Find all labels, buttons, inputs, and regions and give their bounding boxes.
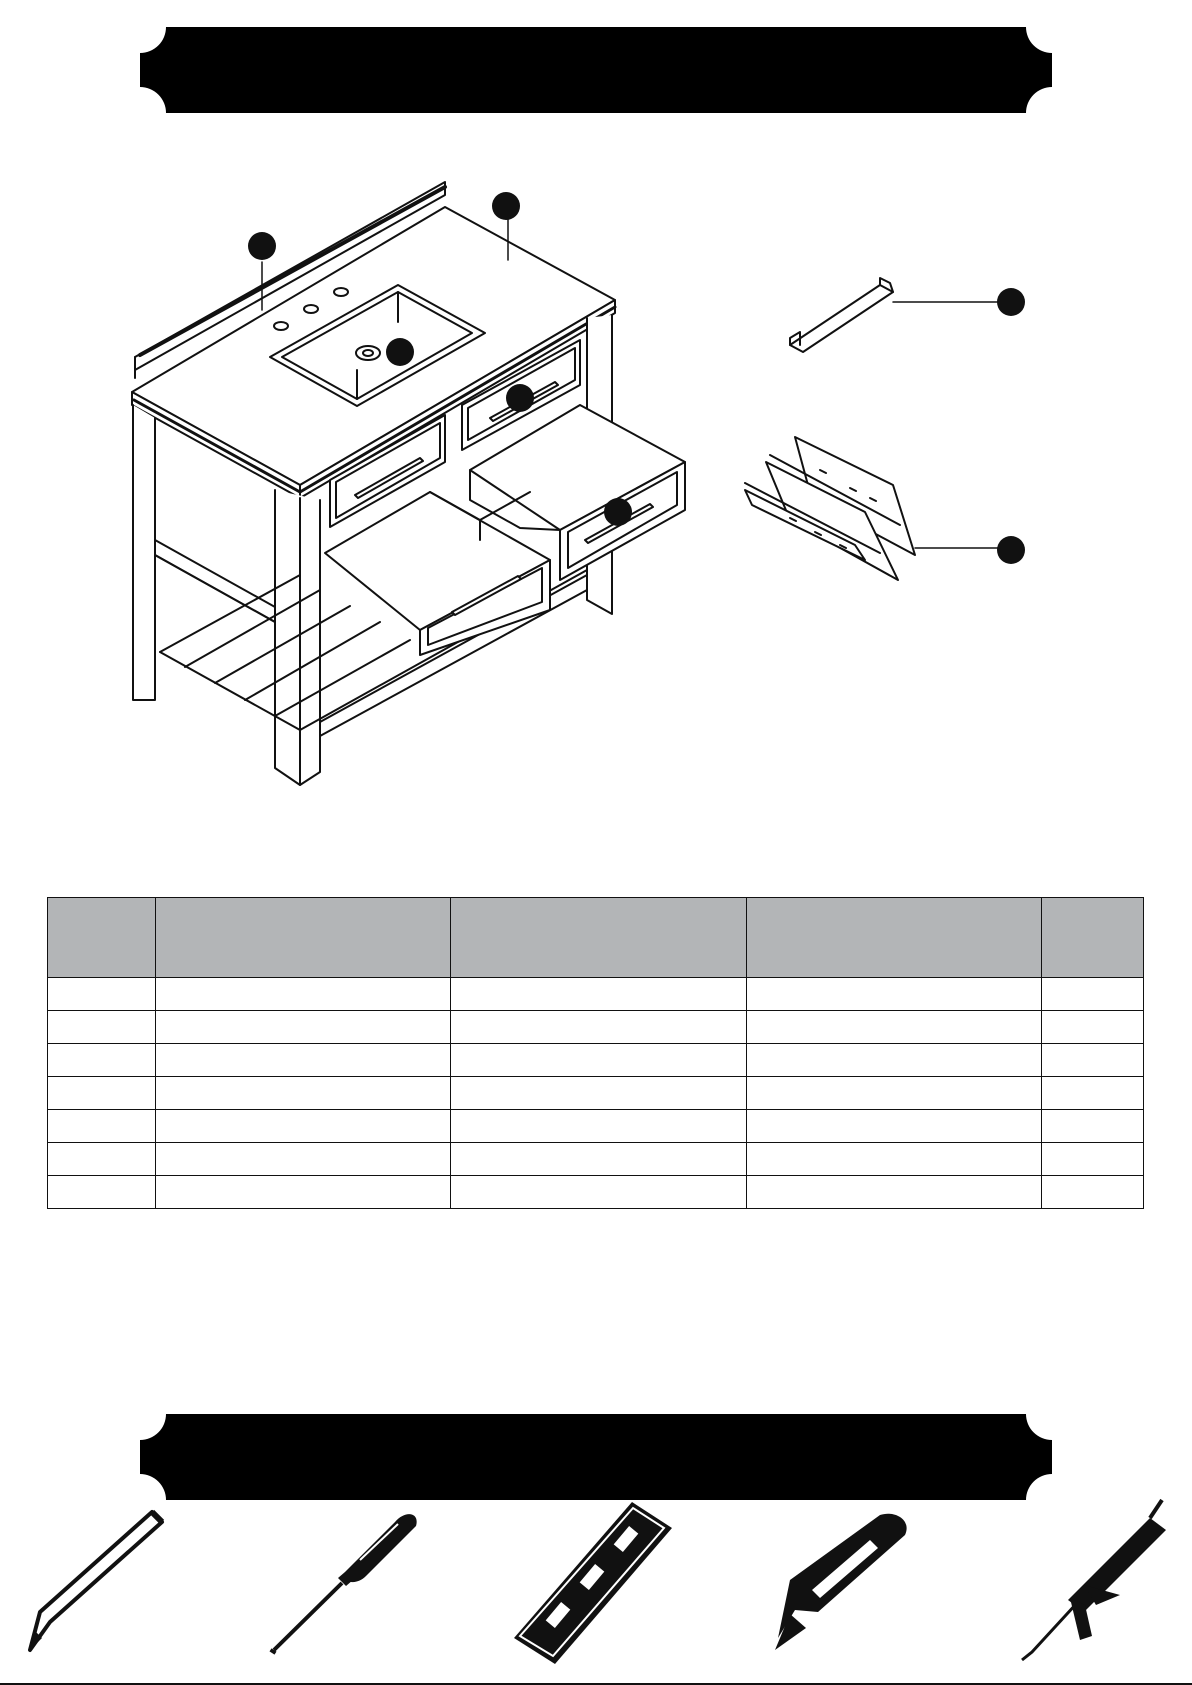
table-cell bbox=[451, 1143, 747, 1176]
table-cell bbox=[451, 1110, 747, 1143]
table-cell bbox=[451, 1077, 747, 1110]
parts-banner bbox=[140, 27, 1052, 113]
column-header bbox=[451, 898, 747, 978]
table-header-row bbox=[48, 898, 1144, 978]
table-cell bbox=[1042, 1044, 1144, 1077]
table-cell bbox=[747, 1011, 1042, 1044]
tools-banner bbox=[140, 1414, 1052, 1500]
table-row bbox=[48, 1011, 1144, 1044]
table-row bbox=[48, 1044, 1144, 1077]
tools-banner-title bbox=[140, 1414, 1052, 1500]
table-cell bbox=[48, 1011, 156, 1044]
table-cell bbox=[747, 1110, 1042, 1143]
callout-marker bbox=[248, 232, 276, 260]
table-cell bbox=[747, 1077, 1042, 1110]
table-cell bbox=[1042, 1110, 1144, 1143]
table-cell bbox=[451, 1176, 747, 1209]
callout-marker bbox=[997, 288, 1025, 316]
table-cell bbox=[156, 1011, 451, 1044]
pencil-icon bbox=[30, 1512, 162, 1650]
column-header bbox=[747, 898, 1042, 978]
callout-marker bbox=[386, 338, 414, 366]
table-cell bbox=[747, 978, 1042, 1011]
table-cell bbox=[156, 1044, 451, 1077]
caulk-gun-icon bbox=[1022, 1500, 1166, 1660]
callout-marker bbox=[997, 536, 1025, 564]
table-cell bbox=[156, 1176, 451, 1209]
column-header bbox=[48, 898, 156, 978]
table-cell bbox=[1042, 1176, 1144, 1209]
table-cell bbox=[48, 1077, 156, 1110]
utility-knife-icon bbox=[775, 1514, 907, 1650]
tools-row bbox=[0, 1490, 1192, 1675]
table-cell bbox=[1042, 978, 1144, 1011]
table-cell bbox=[156, 1077, 451, 1110]
table-row bbox=[48, 1143, 1144, 1176]
table-cell bbox=[747, 1143, 1042, 1176]
table-row bbox=[48, 1077, 1144, 1110]
callout-marker bbox=[492, 192, 520, 220]
column-header bbox=[156, 898, 451, 978]
table-cell bbox=[48, 1044, 156, 1077]
column-header bbox=[1042, 898, 1144, 978]
table-cell bbox=[451, 1011, 747, 1044]
table-cell bbox=[1042, 1011, 1144, 1044]
table-cell bbox=[48, 1110, 156, 1143]
drawer-handle-part bbox=[790, 278, 1005, 352]
vanity-illustration bbox=[0, 150, 1192, 800]
drawer-slides-part bbox=[745, 437, 1005, 580]
table-cell bbox=[156, 978, 451, 1011]
screwdriver-icon bbox=[272, 1514, 417, 1653]
callout-marker bbox=[604, 498, 632, 526]
table-cell bbox=[48, 1176, 156, 1209]
parts-banner-title bbox=[140, 27, 1052, 113]
parts-table bbox=[47, 897, 1144, 1209]
table-cell bbox=[156, 1143, 451, 1176]
table-row bbox=[48, 978, 1144, 1011]
table-cell bbox=[1042, 1143, 1144, 1176]
table-cell bbox=[48, 978, 156, 1011]
table-row bbox=[48, 1110, 1144, 1143]
table-cell bbox=[1042, 1077, 1144, 1110]
table-cell bbox=[451, 1044, 747, 1077]
callout-marker bbox=[506, 384, 534, 412]
table-cell bbox=[48, 1143, 156, 1176]
table-row bbox=[48, 1176, 1144, 1209]
level-icon bbox=[514, 1502, 672, 1664]
open-drawer-left bbox=[325, 492, 550, 655]
table-cell bbox=[747, 1176, 1042, 1209]
table-cell bbox=[156, 1110, 451, 1143]
table-cell bbox=[747, 1044, 1042, 1077]
table-cell bbox=[451, 978, 747, 1011]
